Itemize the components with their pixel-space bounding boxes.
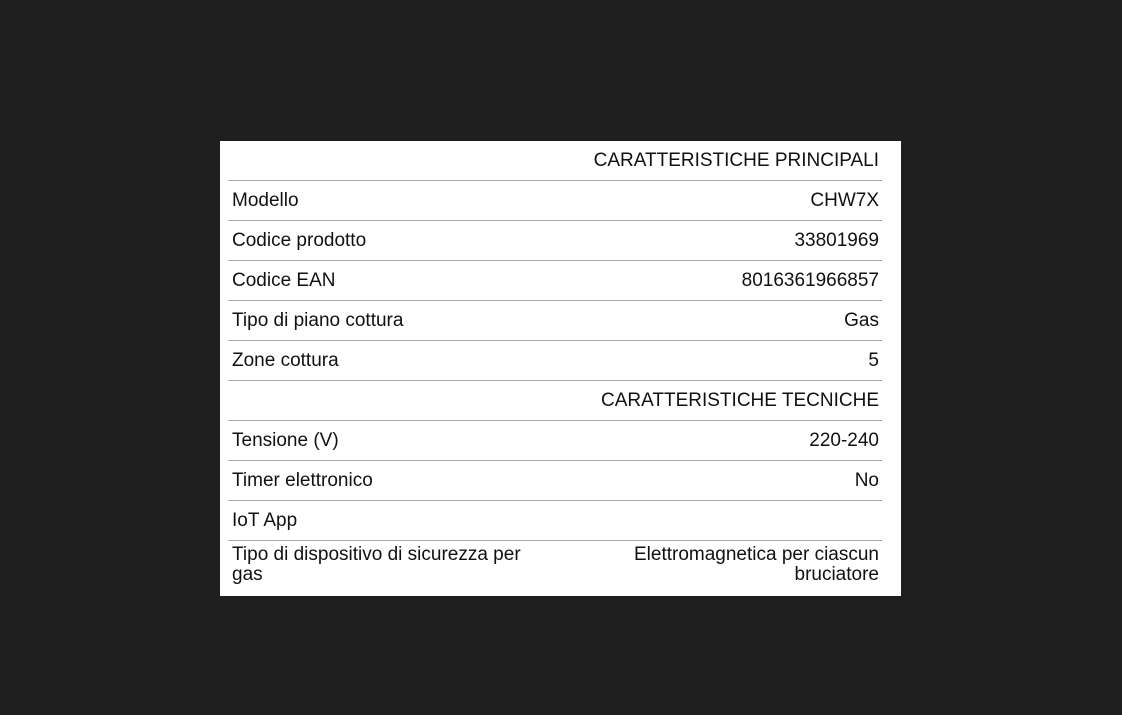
row-value: Elettromagnetica per ciascun bruciatore [633, 544, 879, 585]
section-header-row [228, 381, 882, 421]
spec-table [228, 141, 882, 601]
table-row [228, 501, 882, 541]
row-label: Modello [228, 181, 555, 221]
row-value: 33801969 [555, 221, 882, 261]
row-label: Codice EAN [228, 261, 555, 301]
table-row [228, 181, 882, 221]
row-value [555, 501, 882, 541]
row-value: No [555, 461, 882, 501]
spec-sheet [220, 141, 901, 596]
row-value: Gas [555, 301, 882, 341]
section-header-row [228, 141, 882, 181]
section-title: CARATTERISTICHE PRINCIPALI [228, 141, 882, 181]
row-label: Tipo di dispositivo di sicurezza per gas [232, 544, 521, 585]
row-label: Codice prodotto [228, 221, 555, 261]
table-row [228, 261, 882, 301]
row-label: Tipo di piano cottura [228, 301, 555, 341]
table-row [228, 341, 882, 381]
table-row [228, 541, 882, 602]
row-value: CHW7X [555, 181, 882, 221]
row-value: 220-240 [555, 421, 882, 461]
row-value: 5 [555, 341, 882, 381]
row-value: 8016361966857 [555, 261, 882, 301]
table-row [228, 301, 882, 341]
row-label: Timer elettronico [228, 461, 555, 501]
row-label: IoT App [228, 501, 555, 541]
table-row [228, 221, 882, 261]
row-label: Zone cottura [228, 341, 555, 381]
table-row [228, 421, 882, 461]
section-title: CARATTERISTICHE TECNICHE [228, 381, 882, 421]
table-row [228, 461, 882, 501]
row-label: Tensione (V) [228, 421, 555, 461]
